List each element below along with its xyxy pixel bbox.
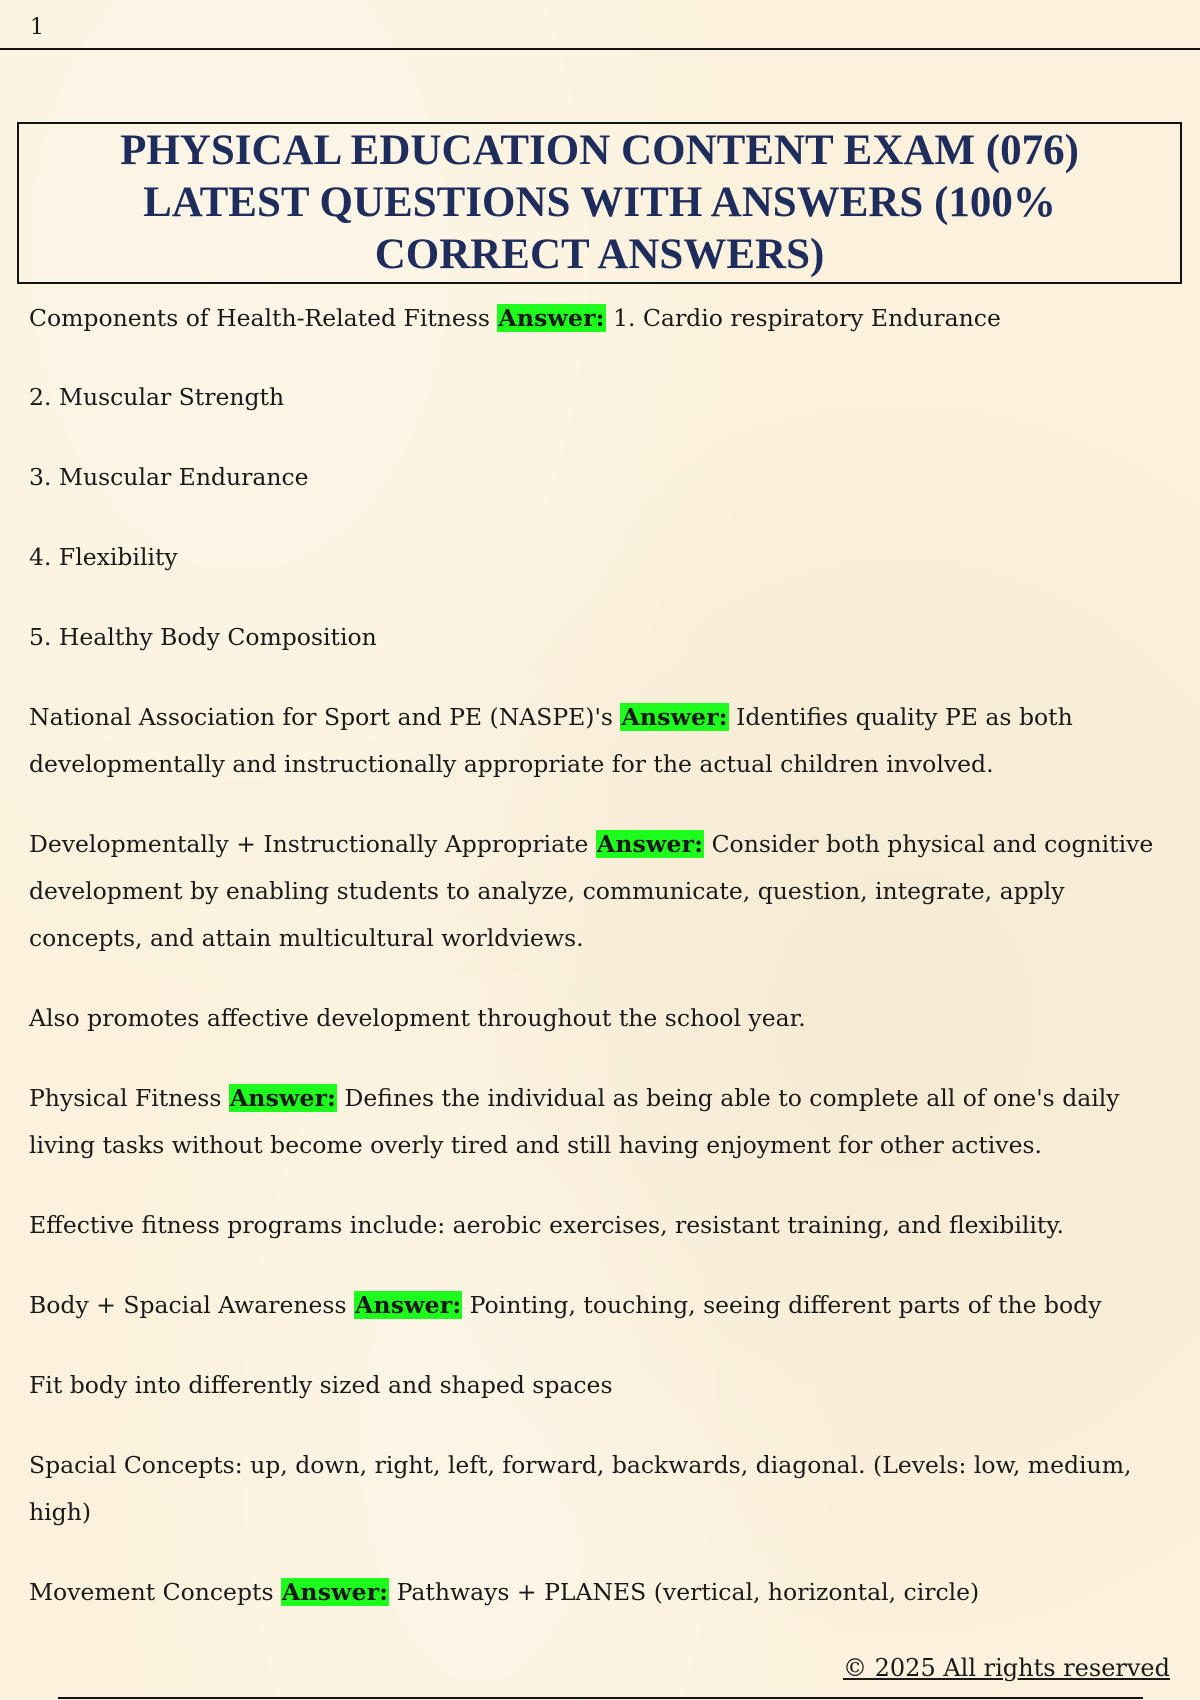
qa-answer: Defines the individual as being able to complete all of one's daily living tasks without become overly tired and still having enjoyment for other actives.: [29, 1084, 1120, 1159]
answer-label: Answer:: [621, 703, 728, 731]
list-item: 4. Flexibility: [29, 543, 178, 571]
list-item: 5. Healthy Body Composition: [29, 623, 377, 651]
qa-item: [29, 1282, 1179, 1329]
qa-answer: 1. Cardio respiratory Endurance: [605, 304, 1001, 332]
qa-term: Movement Concepts: [29, 1578, 281, 1606]
qa-term: Developmentally + Instructionally Appropriate: [29, 830, 596, 858]
qa-item: [29, 295, 1179, 342]
qa-answer: Pathways + PLANES (vertical, horizontal, circle): [389, 1578, 980, 1606]
qa-term: National Association for Sport and PE (NASPE)'s: [29, 703, 621, 731]
answer-label: Answer:: [229, 1084, 337, 1112]
answer-label: Answer:: [596, 830, 704, 858]
paragraph: Spacial Concepts: up, down, right, left, forward, backwards, diagonal. (Levels: low, medium, high): [29, 1451, 1132, 1526]
answer-label: Answer:: [281, 1578, 389, 1606]
qa-answer: Consider both physical and cognitive development by enabling students to analyze, communicate, question, integrate, apply concepts, and attain multicultural worldviews.: [29, 830, 1154, 952]
qa-answer: Identifies quality PE as both developmentally and instructionally appropriate for the actual children involved.: [29, 703, 1073, 778]
qa-item: [29, 694, 1179, 788]
paragraph: Also promotes affective development throughout the school year.: [29, 1004, 806, 1032]
paragraph: Effective fitness programs include: aerobic exercises, resistant training, and flexibility.: [29, 1211, 1064, 1239]
list-item: 3. Muscular Endurance: [29, 463, 309, 491]
qa-item: [29, 1569, 1179, 1616]
qa-item: [29, 821, 1179, 962]
qa-term: Components of Health-Related Fitness: [29, 304, 498, 332]
answer-label: Answer:: [355, 1291, 462, 1319]
page-number: 1: [30, 15, 44, 40]
answer-label: Answer:: [498, 304, 605, 332]
footer-rule: [58, 1697, 1143, 1699]
paragraph: Fit body into differently sized and shaped spaces: [29, 1371, 613, 1399]
title-box: [17, 122, 1182, 284]
qa-item: [29, 1075, 1179, 1169]
document-title: PHYSICAL EDUCATION CONTENT EXAM (076) LATEST QUESTIONS WITH ANSWERS (100% CORRECT ANSWERS): [120, 127, 1079, 278]
document-body: [29, 295, 1179, 1616]
copyright-footer: © 2025 All rights reserved: [843, 1654, 1170, 1682]
qa-answer: Pointing, touching, seeing different parts of the body: [462, 1291, 1102, 1319]
header-rule: [0, 48, 1200, 50]
qa-term: Physical Fitness: [29, 1084, 229, 1112]
list-item: 2. Muscular Strength: [29, 383, 285, 411]
qa-term: Body + Spacial Awareness: [29, 1291, 355, 1319]
